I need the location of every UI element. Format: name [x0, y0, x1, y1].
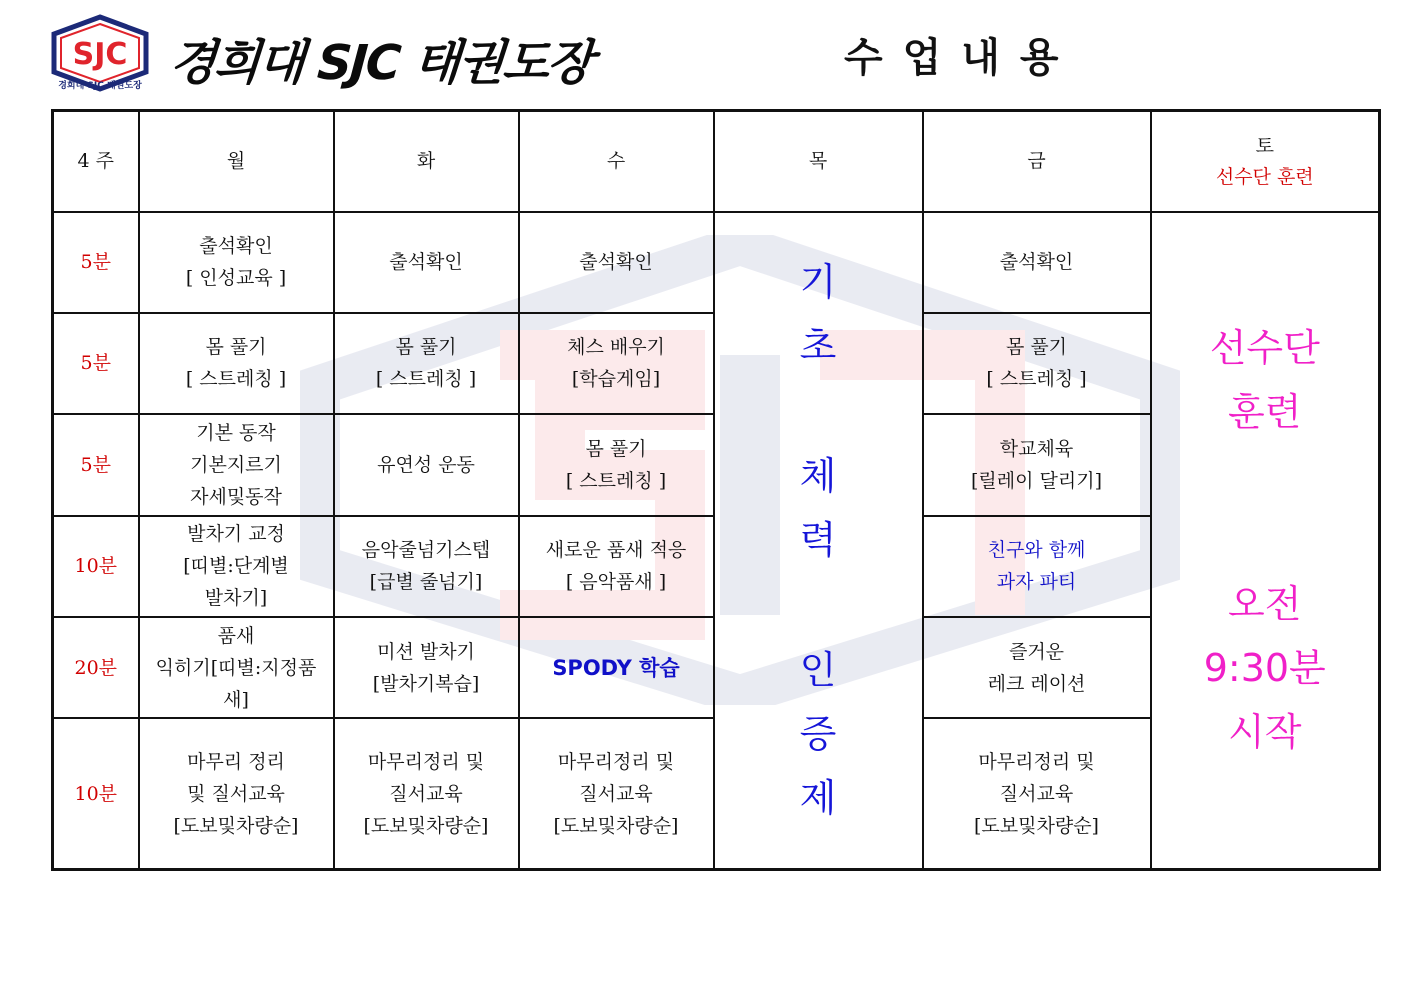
cell-text: [ 스트레칭 ]: [375, 368, 477, 391]
cell-text: 몸 풀기: [395, 336, 457, 359]
page-header: [48, 14, 1348, 94]
cell-text: 출석확인: [579, 251, 653, 274]
tue-cell: [334, 414, 519, 516]
mon-cell: [139, 414, 334, 516]
wed-cell: [519, 718, 714, 869]
sat-merged-cell: [1151, 212, 1380, 870]
mon-cell: [139, 313, 334, 414]
thu-char: 인: [799, 648, 837, 693]
day-header-tue: 화: [334, 111, 519, 212]
cell-text: 마무리 정리: [187, 750, 285, 773]
sat-subtitle: 선수단 훈련: [1215, 166, 1314, 189]
cell-text: 질서교육: [389, 782, 463, 805]
spacer: [721, 572, 916, 638]
cell-text: 마무리정리 및: [557, 750, 675, 773]
tue-cell: [334, 516, 519, 617]
tue-cell: [334, 718, 519, 869]
cell-text: 친구와 함께: [987, 539, 1086, 562]
time-cell: 10분: [53, 718, 139, 869]
cell-text: 출석확인: [389, 251, 463, 274]
cell-text: 기본 동작: [196, 421, 276, 444]
cell-text: 과자 파티: [996, 571, 1077, 594]
cell-text: [ 스트레칭 ]: [185, 368, 287, 391]
cell-text: 익히기[띠별:지정품: [155, 656, 317, 679]
spody-label: SPODY 학습: [552, 655, 680, 680]
cell-text: 학교체육: [999, 437, 1074, 460]
tue-cell: [334, 212, 519, 313]
sat-text: 시작: [1228, 710, 1302, 755]
wed-cell: [519, 617, 714, 718]
cell-text: [급별 줄넘기]: [369, 571, 483, 594]
fri-cell: [923, 516, 1151, 617]
logo-letters: SJC: [72, 37, 128, 72]
thu-char: 제: [799, 776, 837, 821]
cell-text: 발차기]: [204, 587, 268, 610]
fri-cell: [923, 313, 1151, 414]
cell-text: 출석확인: [999, 251, 1074, 274]
time-cell: 5분: [53, 313, 139, 414]
wed-cell: [519, 516, 714, 617]
cell-text: 마무리정리 및: [367, 750, 485, 773]
cell-text: 유연성 운동: [377, 453, 475, 476]
spacer: [1158, 444, 1373, 572]
cell-text: 마무리정리 및: [978, 750, 1095, 773]
sat-text: 선수단: [1209, 326, 1320, 371]
cell-text: [띠별:단계별: [183, 555, 289, 578]
cell-text: 출석확인: [199, 235, 273, 258]
cell-text: 및 질서교육: [187, 782, 285, 805]
cell-text: [도보및차량순]: [363, 814, 489, 837]
cell-text: 질서교육: [579, 782, 653, 805]
cell-text: [발차기복습]: [372, 672, 480, 695]
tue-cell: [334, 313, 519, 414]
thu-char: 기: [799, 260, 837, 305]
cell-text: [학습게임]: [571, 368, 661, 391]
brand-title: 경희대 SJC 태권도장: [167, 35, 594, 91]
cell-text: 품새: [217, 624, 255, 647]
week-label: 4 주: [53, 111, 139, 212]
thu-char: 체: [799, 454, 837, 499]
cell-text: 미션 발차기: [377, 640, 475, 663]
tue-cell: [334, 617, 519, 718]
mon-cell: [139, 212, 334, 313]
sat-text: 9:30분: [1203, 646, 1326, 691]
cell-text: [ 스트레칭 ]: [565, 469, 667, 492]
time-cell: 5분: [53, 414, 139, 516]
cell-text: [도보및차량순]: [553, 814, 679, 837]
cell-text: 음악줄넘기스텝: [361, 539, 491, 562]
day-header-thu: 목: [714, 111, 923, 212]
cell-text: [ 스트레칭 ]: [986, 368, 1087, 391]
thu-char: 초: [799, 324, 837, 369]
logo-caption: 경희대 SJC 태권도장: [58, 81, 142, 91]
cell-text: [릴레이 달리기]: [971, 469, 1102, 492]
fri-cell: [923, 617, 1151, 718]
time-cell: 10분: [53, 516, 139, 617]
cell-text: 질서교육: [999, 782, 1074, 805]
fri-cell: [923, 718, 1151, 869]
cell-text: 자세및동작: [190, 485, 282, 508]
sat-day-label: 토: [1255, 135, 1274, 158]
table-row: [53, 212, 1380, 313]
cell-text: 즐거운: [1008, 640, 1065, 663]
cell-text: 발차기 교정: [187, 523, 285, 546]
day-header-sat: [1151, 111, 1380, 212]
schedule-table: [51, 109, 1381, 871]
cell-text: 기본지르기: [190, 453, 282, 476]
cell-text: [ 음악품새 ]: [565, 571, 667, 594]
day-header-wed: 수: [519, 111, 714, 212]
fri-cell: [923, 414, 1151, 516]
thu-char: 력: [799, 518, 837, 563]
sjc-logo: [48, 14, 152, 92]
cell-text: 체스 배우기: [567, 336, 665, 359]
cell-text: 몸 풀기: [205, 336, 267, 359]
cell-text: 레크 레이션: [987, 672, 1086, 695]
mon-cell: [139, 617, 334, 718]
cell-text: 몸 풀기: [585, 437, 647, 460]
day-header-mon: 월: [139, 111, 334, 212]
day-header-fri: 금: [923, 111, 1151, 212]
time-cell: 5분: [53, 212, 139, 313]
cell-text: [도보및차량순]: [173, 814, 299, 837]
fri-cell: [923, 212, 1151, 313]
cell-text: 새]: [223, 688, 249, 711]
cell-text: [ 인성교육 ]: [185, 267, 287, 290]
table-header-row: [53, 111, 1380, 212]
wed-cell: [519, 313, 714, 414]
mon-cell: [139, 718, 334, 869]
wed-cell: [519, 212, 714, 313]
spacer: [721, 378, 916, 444]
cell-text: [도보및차량순]: [974, 814, 1099, 837]
sat-text: 훈련: [1228, 390, 1302, 435]
cell-text: 새로운 품새 적응: [545, 539, 687, 562]
mon-cell: [139, 516, 334, 617]
thu-merged-cell: [714, 212, 923, 870]
sat-text: 오전: [1228, 582, 1302, 627]
cell-text: 몸 풀기: [1005, 336, 1068, 359]
page-subtitle: 수업내용: [844, 35, 1079, 81]
time-cell: 20분: [53, 617, 139, 718]
wed-cell: [519, 414, 714, 516]
thu-char: 증: [799, 712, 837, 757]
